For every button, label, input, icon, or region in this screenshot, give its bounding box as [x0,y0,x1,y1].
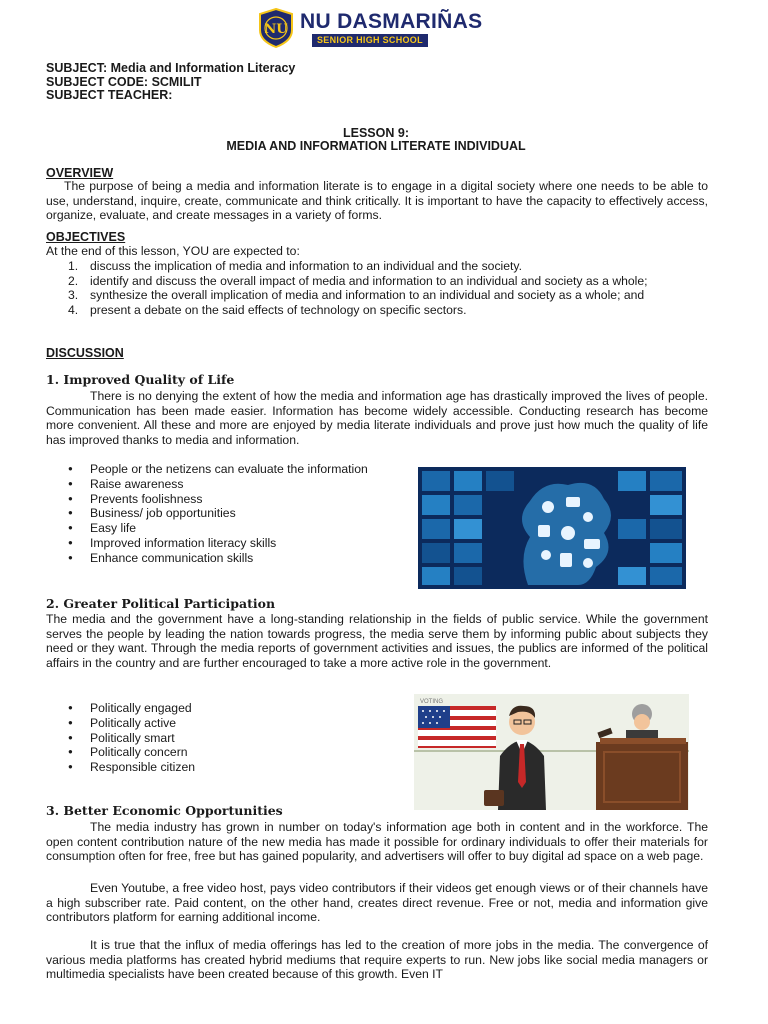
list-item: ● Raise awareness [68,477,368,492]
list-item: ● Responsible citizen [68,760,195,775]
overview-text: The purpose of being a media and information literate is to engage in a digital society where one needs to be able to use, understand, inquire, create, communicate and think critically. It is important to have the capacity to effectively access, organize, evaluate, and create messages in a variety of forms. [46,179,708,223]
objectives-heading: OBJECTIVES [46,230,126,244]
svg-text:NU: NU [264,22,288,37]
school-name: NU DASMARIÑAS [300,10,483,33]
subject-info [46,62,295,103]
section-1-title: 1. Improved Quality of Life [46,372,235,387]
objectives-intro: At the end of this lesson, YOU are expected to: [46,244,300,258]
school-seal-logo [258,8,294,48]
list-item: ● Politically active [68,716,195,731]
image-label: VOTING [420,699,444,705]
lesson-title: MEDIA AND INFORMATION LITERATE INDIVIDUAL [226,139,526,153]
section-1-bullets [68,462,368,566]
voting-illustration-image [414,694,689,810]
section-2-text: The media and the government have a long-standing relationship in the fields of public service. While the government serves the people by leading the nation towards progress, the media serve them by informing public about subjects they need or they want. Through the media reports of government activities and issues, the publics are informed of the political affairs in the country and are further encouraged to take a more active role in the government. [46,612,708,670]
school-division-badge: SENIOR HIGH SCHOOL [312,34,428,47]
list-item: ● Prevents foolishness [68,492,368,507]
list-item: ● Enhance communication skills [68,551,368,566]
list-item: ● Politically smart [68,731,195,746]
list-item: ● Business/ job opportunities [68,506,368,521]
section-3-paragraph-1: The media industry has grown in number on today's information age both in content and in the workforce. The open content contribution nature of the new media has made it possible for ordinary individuals to offer their materials for consumption often for free, free but has gained popularity, and advertisers will offer to buy digital ad space on a web page. [46,820,708,864]
overview-heading: OVERVIEW [46,166,114,180]
objectives-list [46,259,708,317]
list-item: ● Improved information literacy skills [68,536,368,551]
objective-item: 2. identify and discuss the overall impact of media and information to an individual and society as a whole; [68,273,648,288]
objective-item: 1. discuss the implication of media and information to an individual and the society. [68,259,522,273]
section-1-text: There is no denying the extent of how the media and information age has drastically improved the lives of people. Communication has been made easier. Information has become widely accessible. Conducting research has become more convenient. All these and more are enjoyed by media literate individuals and prove just how much the quality of life has improved thanks to media and information. [46,389,708,447]
lesson-number: LESSON 9: [343,126,409,140]
technology-icons-image [418,467,686,589]
discussion-heading: DISCUSSION [46,346,124,360]
section-3-paragraph-2: Even Youtube, a free video host, pays video contributors if their videos get enough views or of their channels have a high subscriber rate. Paid content, on the other hand, creates direct revenue. Free or not, media and information give contributors platform for earning additional income. [46,881,708,925]
section-3-paragraph-3: It is true that the influx of media offerings has led to the creation of more jobs in the media. The convergence of various media platforms has created hybrid mediums that require experts to run. New jobs like social media managers or multimedia specialists have been created because of this growth. Even IT [46,938,708,982]
subject-teacher-line: SUBJECT TEACHER: [46,88,173,102]
objective-item: 3. synthesize the overall implication of media and information to an individual and society as a whole; and [68,288,645,303]
section-2-bullets [68,701,195,775]
list-item: ● Politically engaged [68,701,195,716]
section-3-title: 3. Better Economic Opportunities [46,803,283,818]
subject-line: SUBJECT: Media and Information Literacy [46,61,296,75]
subject-code-line: SUBJECT CODE: SCMILIT [46,74,202,89]
section-2-title: 2. Greater Political Participation [46,596,276,611]
page-header [0,8,768,48]
list-item: ● Politically concern [68,745,195,760]
list-item: ● People or the netizens can evaluate the information [68,462,368,477]
objective-item: 4. present a debate on the said effects of technology on specific sectors. [68,302,467,317]
list-item: ● Easy life [68,521,368,536]
